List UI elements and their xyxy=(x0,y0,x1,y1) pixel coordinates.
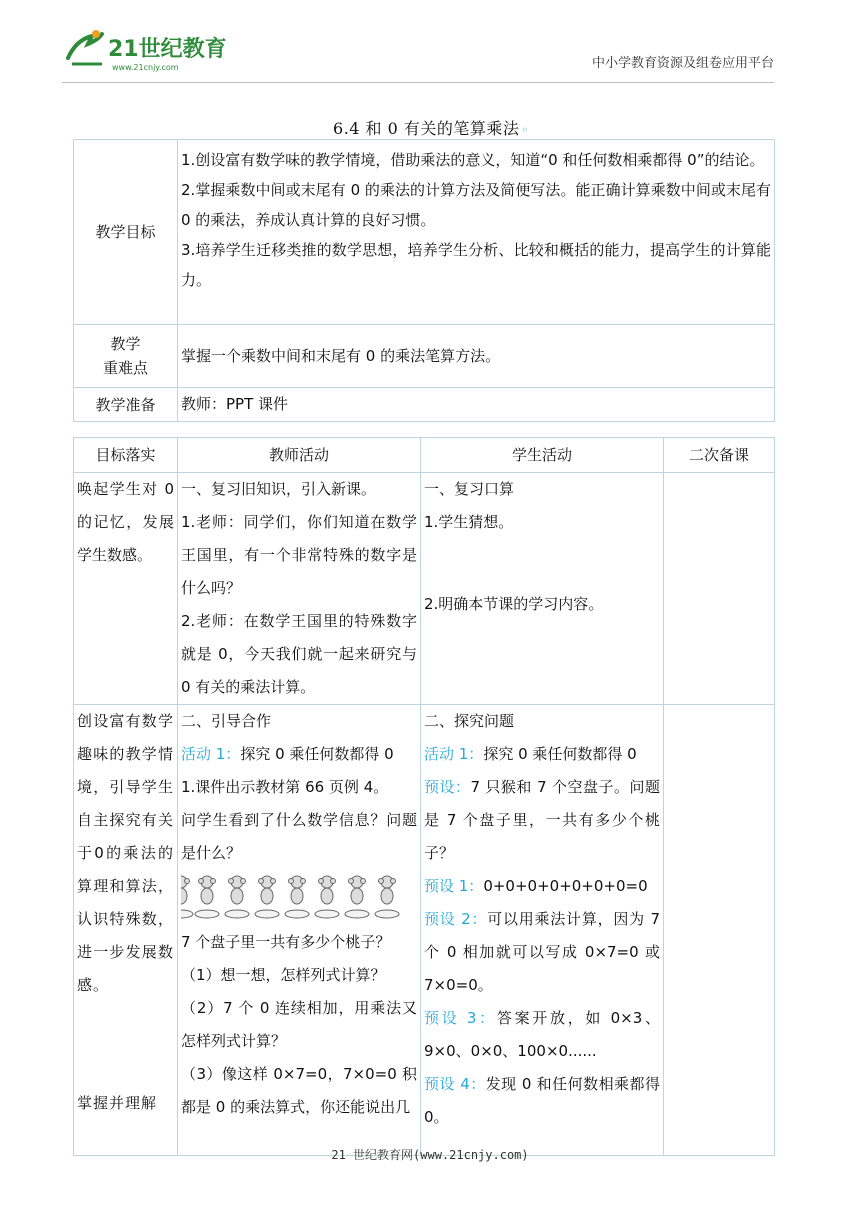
row1-student xyxy=(421,473,664,705)
goal-2: 2.掌握乘数中间或末尾有 0 的乘法的计算方法及简便写法。能正确计算乘数中间或末尾有 0 的乘法，养成认真计算的良好习惯。 xyxy=(181,181,771,229)
header-notes: 二次备课 xyxy=(664,438,775,473)
seven-monkeys-with-empty-plates-icon xyxy=(181,874,417,922)
difficulty-label-line-2: 重难点 xyxy=(102,359,148,377)
goals-label: 教学目标 xyxy=(74,140,178,325)
row2-student-activity xyxy=(424,738,660,771)
preset-1-text: 0+0+0+0+0+0+0=0 xyxy=(483,877,648,895)
preset-4-label: 预设 4： xyxy=(424,1075,486,1093)
preset-0-label: 预设： xyxy=(424,778,471,796)
header-teacher: 教师活动 xyxy=(178,438,421,473)
row1-student-line-3: 2.明确本节课的学习内容。 xyxy=(424,595,604,613)
teacher-activity-label: 活动 1： xyxy=(181,745,241,763)
difficulty-label xyxy=(74,325,178,388)
page-title: 6.4 和 0 有关的笔算乘法 ◦ xyxy=(333,119,529,138)
page-footer: 21 世纪教育网(www.21cnjy.com) xyxy=(331,1148,529,1162)
preset-2-label: 预设 2： xyxy=(424,910,488,928)
row1-teacher-line-1: 一、复习旧知识，引入新课。 xyxy=(181,480,377,498)
student-activity-label: 活动 1： xyxy=(424,745,484,763)
row1-teacher-line-3: 2.老师：在数学王国里的特殊数字就是 0，今天我们就一起来研究与 0 有关的乘法计算。 xyxy=(181,612,417,696)
row1-student-line-1: 一、复习口算 xyxy=(424,480,515,498)
teacher-activity-text: 探究 0 乘任何数都得 0 xyxy=(240,745,394,763)
row2-teacher xyxy=(178,705,421,1156)
preset-0 xyxy=(424,771,660,870)
preset-3-text: 答案开放，如 0×3、9×0、0×0、100×0...... xyxy=(424,1009,660,1060)
row2-teacher-heading: 二、引导合作 xyxy=(181,712,272,730)
prep-label: 教学准备 xyxy=(74,388,178,422)
preset-4-text: 发现 0 和任何数相乘都得 0。 xyxy=(424,1075,660,1126)
row2-teacher-line-3: 7 个盘子里一共有多少个桃子？ xyxy=(181,933,391,951)
row2-teacher-line-1: 1.课件出示教材第 66 页例 4。 xyxy=(181,778,389,796)
row2-teacher-line-5: （2）7 个 0 连续相加，用乘法又怎样列式计算？ xyxy=(181,999,417,1050)
preset-2 xyxy=(424,903,660,1002)
row1-notes xyxy=(664,473,775,705)
row2-goal-b: 掌握并理解 xyxy=(77,1094,158,1112)
row1-student-line-2: 1.学生猜想。 xyxy=(424,513,514,531)
activity-table xyxy=(73,437,775,1156)
preset-1-label: 预设 1： xyxy=(424,877,484,895)
header-student: 学生活动 xyxy=(421,438,664,473)
difficulty-label-line-1: 教学 xyxy=(110,335,141,353)
lesson-info-table xyxy=(73,139,775,422)
row2-teacher-line-6: （3）像这样 0×7=0，7×0=0 积都是 0 的乘法算式，你还能说出几 xyxy=(181,1065,417,1116)
logo-url-text: www.21cnjy.com xyxy=(112,63,179,72)
row2-teacher-activity xyxy=(181,738,417,771)
monkeys-plates-illustration xyxy=(181,870,417,926)
page-title-text: 6.4 和 0 有关的笔算乘法 xyxy=(333,119,520,138)
preset-3-label: 预设 3： xyxy=(424,1009,497,1027)
preset-2-text: 可以用乘法计算，因为 7 个 0 相加就可以写成 0×7=0 或 7×0=0。 xyxy=(424,910,660,994)
row2-teacher-line-4: （1）想一想，怎样列式计算？ xyxy=(181,966,386,984)
goal-3: 3.培养学生迁移类推的数学思想，培养学生分析、比较和概括的能力，提高学生的计算能力。 xyxy=(181,241,771,289)
preset-1 xyxy=(424,870,660,903)
site-logo xyxy=(62,28,232,74)
header-divider xyxy=(62,82,774,83)
logo-text: 21世纪教育 xyxy=(108,37,227,62)
row1-teacher xyxy=(178,473,421,705)
header-goal: 目标落实 xyxy=(74,438,178,473)
platform-name: 中小学教育资源及组卷应用平台 xyxy=(591,56,774,71)
row2-student xyxy=(421,705,664,1156)
row1-teacher-line-2: 1.老师：同学们，你们知道在数学王国里，有一个非常特殊的数字是什么吗？ xyxy=(181,513,417,597)
student-activity-text: 探究 0 乘任何数都得 0 xyxy=(483,745,637,763)
difficulty-text: 掌握一个乘数中间和末尾有 0 的乘法笔算方法。 xyxy=(178,325,775,388)
prep-text: 教师：PPT 课件 xyxy=(178,388,775,422)
goals-cell xyxy=(178,140,775,325)
row2-teacher-line-2: 问学生看到了什么数学信息？问题是什么？ xyxy=(181,811,417,862)
row2-goal xyxy=(74,705,178,1156)
row2-goal-a: 创设富有数学趣味的教学情境，引导学生自主探究有关于0的乘法的算理和算法，认识特殊数，进一步发展数感。 xyxy=(77,712,174,994)
preset-4 xyxy=(424,1068,660,1134)
row1-goal: 唤起学生对 0 的记忆，发展学生数感。 xyxy=(74,473,178,705)
preset-3 xyxy=(424,1002,660,1068)
row2-notes xyxy=(664,705,775,1156)
row2-student-heading: 二、探究问题 xyxy=(424,712,515,730)
goal-1: 1.创设富有数学味的教学情境，借助乘法的意义，知道“0 和任何数相乘都得 0”的结论。 xyxy=(181,151,765,169)
preset-0-text: 7 只猴和 7 个空盘子。问题是 7 个盘子里，一共有多少个桃子？ xyxy=(424,778,660,862)
